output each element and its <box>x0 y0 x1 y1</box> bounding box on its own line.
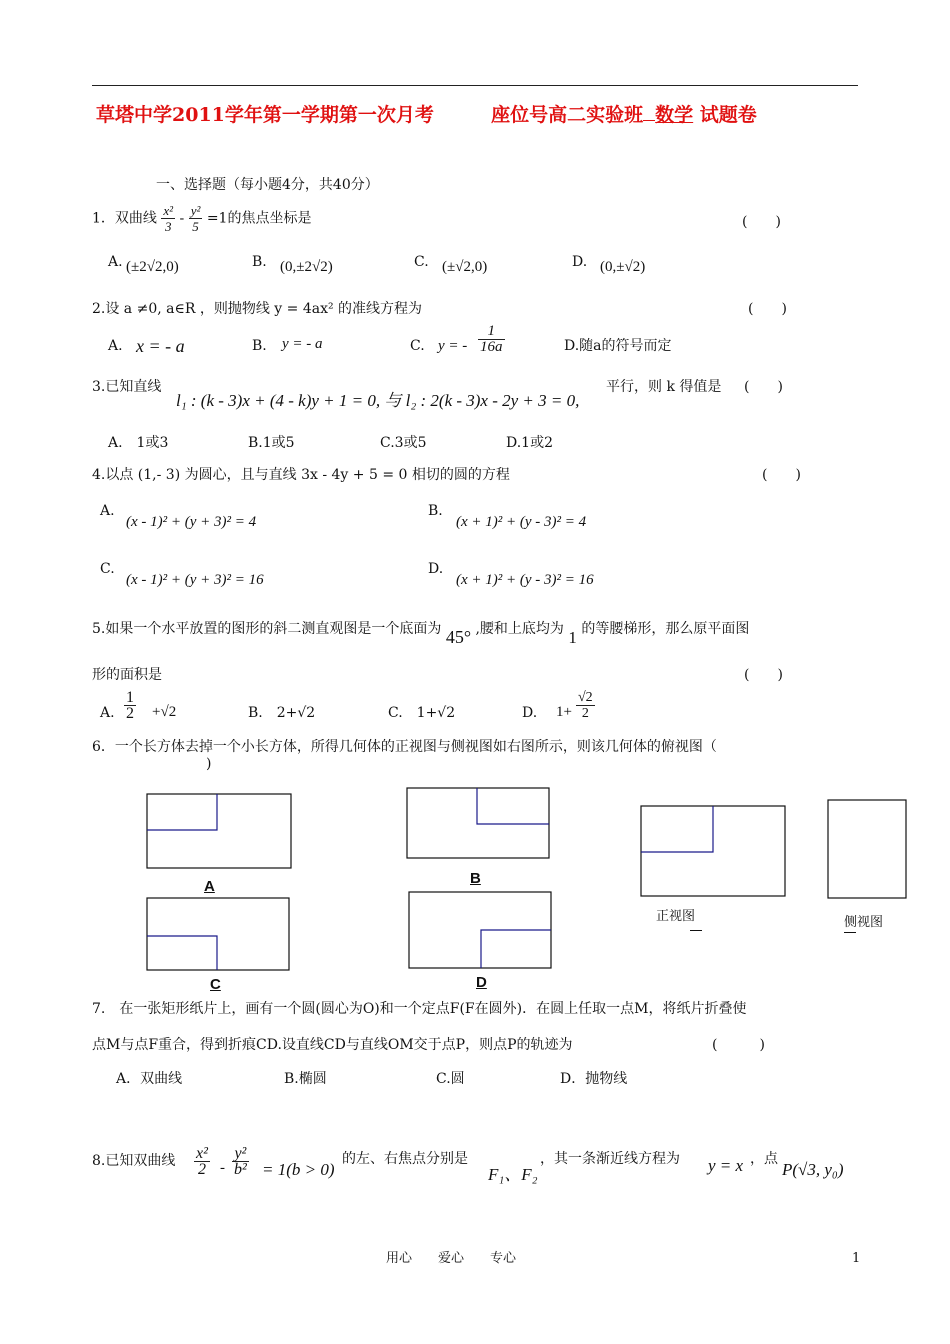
option-b-label: B. <box>252 254 267 270</box>
option-a: (±2√2,0) <box>126 259 179 275</box>
caption-underline <box>844 932 856 933</box>
question-7-line1: 7. 在一张矩形纸片上，画有一个圆(圆心为O)和一个定点F(F在圆外)．在圆上任取一点M，将纸片折叠使 <box>92 1001 747 1017</box>
question-3: 3.已知直线 <box>92 379 162 395</box>
option-d-label: D. <box>572 254 588 270</box>
option-a-label: A. <box>108 338 123 354</box>
figure-b-outline <box>407 788 549 858</box>
fraction: $\frac{√2}{2}$ <box>578 690 593 721</box>
option-d: (x + 1)² + (y - 3)² = 16 <box>456 572 594 588</box>
question-3-tail: 平行，则 k 得值是 <box>606 379 722 395</box>
fraction: $\frac{\text{y²}}{\text{b²}}$ <box>234 1145 247 1178</box>
answer-paren: ( ) <box>762 467 801 483</box>
option-c: y = - <box>438 338 468 354</box>
line-equations: l₁ : (k - 3)x + (4 - k)y + 1 = 0, 与 l₂ : 2(k - 3)x - 2y + 3 = 0, <box>176 391 580 410</box>
option-c-label: C. <box>410 338 425 354</box>
figure-a-inner <box>147 794 217 830</box>
figure-d-inner <box>481 930 551 968</box>
figure-a-label: A <box>204 878 215 895</box>
option-c: C.圆 <box>436 1071 465 1087</box>
answer-paren: ( ) <box>744 379 783 395</box>
question-5-line2: 形的面积是 <box>92 667 162 683</box>
question-8-mid: 的左、右焦点分别是 <box>342 1151 468 1167</box>
figure-c-label: C <box>210 976 221 993</box>
option-a-tail: +√2 <box>152 704 177 720</box>
figure-c-inner <box>147 936 217 970</box>
option-c: (±√2,0) <box>442 259 488 275</box>
option-a-label: A. <box>100 705 115 721</box>
figure-b-inner <box>477 788 549 824</box>
option-c: C. 1+√2 <box>388 705 456 721</box>
question-7-line2: 点M与点F重合，得到折痕CD.设直线CD与直线OM交于点P，则点P的轨迹为 <box>92 1037 573 1053</box>
option-a-label: A. <box>100 503 115 519</box>
question-4: 4.以点 (1,- 3) 为圆心，且与直线 3x - 4y + 5 = 0 相切的圆的方程 <box>92 467 510 483</box>
option-d: D.随a的符号而定 <box>564 338 672 354</box>
section-heading: 一、选择题（每小题4分，共40分） <box>156 177 379 193</box>
option-a: x = - a <box>136 336 185 356</box>
front-view-caption: 正视图 <box>656 909 696 924</box>
option-a: A. 1或3 <box>108 435 169 451</box>
question-6-line1: 6．一个长方体去掉一个小长方体，所得几何体的正视图与侧视图如右图所示，则该几何体的俯视图（ <box>92 739 717 755</box>
front-view-outline <box>641 806 785 896</box>
option-d: D．抛物线 <box>560 1071 628 1087</box>
option-b-label: B. <box>252 338 267 354</box>
option-d: (0,±√2) <box>600 259 646 275</box>
figure-b-label: B <box>470 870 481 887</box>
option-c: C.3或5 <box>380 435 427 451</box>
question-5-line1: 5.如果一个水平放置的图形的斜二测直观图是一个底面为 45° ,腰和上底均为 1 的等腰梯形，那么原平面图 <box>92 621 750 647</box>
option-b: B.椭圆 <box>284 1071 327 1087</box>
answer-paren: ( ) <box>744 667 783 683</box>
answer-paren: ( ) <box>748 301 787 317</box>
option-c-label: C. <box>100 561 115 577</box>
option-d: 1+ <box>556 704 572 720</box>
answer-paren: ( ) <box>712 1037 765 1053</box>
option-a: (x - 1)² + (y + 3)² = 4 <box>126 514 257 530</box>
question-8-mid3: ，点 <box>750 1151 778 1167</box>
answer-paren: ( ) <box>742 214 781 230</box>
option-d-label: D. <box>522 705 538 721</box>
front-view-inner <box>641 806 713 852</box>
question-8-mid2: ，其一条渐近线方程为 <box>540 1151 680 1167</box>
footer-text: 用心 爱心 专心 <box>386 1251 517 1266</box>
fraction: $\frac{\text{y²}}{5}$ <box>190 203 201 234</box>
fraction: $\frac{\text{x²}}{3}$ <box>163 203 174 234</box>
option-d: D.1或2 <box>506 435 553 451</box>
question-1: 1．双曲线 $\frac{\text{x²}}{3}$ - $\frac{\text{y²}}{5}$ =1的焦点坐标是 <box>92 203 312 234</box>
page-number: 1 <box>852 1251 861 1266</box>
option-c: (x - 1)² + (y + 3)² = 16 <box>126 572 264 588</box>
fraction: $\frac{1}{2}$ <box>126 689 134 722</box>
option-b-label: B. <box>428 503 443 519</box>
figure-d-label: D <box>476 974 487 991</box>
option-b: (0,±2√2) <box>280 259 333 275</box>
option-c-label: C. <box>414 254 429 270</box>
asymptote: y = x <box>708 1156 744 1175</box>
foci: F₁、F₂ <box>488 1165 538 1184</box>
figure-c-outline <box>147 898 289 970</box>
minus-sign: - <box>220 1160 225 1176</box>
option-b: (x + 1)² + (y - 3)² = 4 <box>456 514 587 530</box>
condition: = 1(b > 0) <box>262 1160 335 1179</box>
side-view-caption: 侧视图 <box>844 915 884 930</box>
point-p: P(√3, y₀) <box>782 1160 844 1179</box>
question-6-line2: ) <box>206 756 212 772</box>
option-b: y = - a <box>282 336 323 352</box>
option-b: B. 2+√2 <box>248 705 316 721</box>
fraction: $\frac{1}{16a}$ <box>480 323 503 355</box>
option-d-label: D. <box>428 561 444 577</box>
side-view-outline <box>828 800 906 898</box>
option-a: A．双曲线 <box>116 1071 183 1087</box>
fraction: $\frac{\text{x²}}{2}$ <box>196 1145 208 1178</box>
exam-title: 草塔中学2011学年第一学期第一次月考 座位号高二实验班 数学 试题卷 <box>96 104 757 126</box>
caption-underline <box>690 930 702 931</box>
figure-d-outline <box>409 892 551 968</box>
option-b: B.1或5 <box>248 435 295 451</box>
question-2: 2.设 a ≠0, a∈R ，则抛物线 y = 4ax² 的准线方程为 <box>92 301 423 317</box>
figure-a-outline <box>147 794 291 868</box>
option-a-label: A. <box>108 254 123 270</box>
header-rule <box>92 85 858 86</box>
question-8-pre: 8.已知双曲线 <box>92 1153 176 1169</box>
